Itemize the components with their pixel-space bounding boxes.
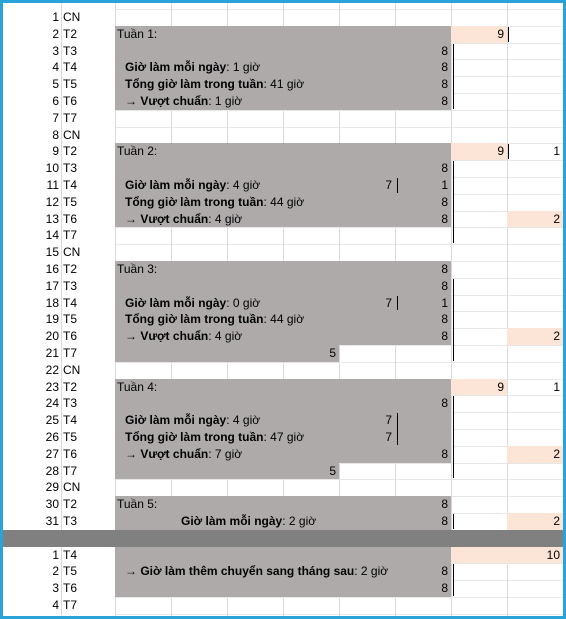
day-label[interactable]: T3 — [63, 396, 78, 411]
row-number[interactable]: 2 — [52, 26, 59, 41]
grid-line-horizontal — [115, 244, 563, 245]
daily-hours-label: Giờ làm mỗi ngày — [125, 413, 227, 428]
row-number[interactable]: 25 — [45, 413, 59, 428]
grid-line-horizontal — [115, 9, 563, 10]
cell-border-line — [453, 514, 454, 529]
day-label[interactable]: T7 — [63, 228, 78, 243]
row-number[interactable]: 10 — [45, 161, 59, 176]
cell-border-line — [564, 548, 565, 563]
daily-hours-line — [125, 59, 385, 76]
row-number[interactable]: 9 — [52, 144, 59, 159]
value-cell[interactable]: 7 — [385, 178, 392, 192]
row-number[interactable]: 18 — [45, 295, 59, 310]
day-label[interactable]: T5 — [63, 77, 78, 92]
cell-border-line — [453, 279, 454, 361]
cell-border-line — [508, 144, 509, 159]
row-number[interactable]: 22 — [45, 362, 59, 377]
grid-line-horizontal — [115, 479, 563, 480]
cell-border-line — [397, 296, 398, 311]
row-number[interactable]: 17 — [45, 278, 59, 293]
weekly-total-label: Tổng giờ làm trong tuần — [125, 312, 264, 327]
value-cell[interactable]: 8 — [441, 514, 448, 528]
day-label[interactable]: T6 — [63, 446, 78, 461]
daily-hours-label: Giờ làm mỗi ngày — [125, 178, 227, 192]
day-label[interactable]: T4 — [63, 178, 78, 192]
daily-hours-value: : 1 giờ — [226, 60, 261, 75]
row-number[interactable]: 29 — [45, 480, 59, 495]
value-cell[interactable]: 8 — [441, 211, 448, 226]
overtime-value: : 7 giờ — [208, 446, 243, 461]
weekly-total-label: Tổng giờ làm trong tuần — [125, 194, 264, 209]
day-label[interactable]: T4 — [63, 547, 78, 562]
value-cell[interactable]: 2 — [553, 211, 560, 226]
day-label[interactable]: T6 — [63, 94, 78, 108]
row-number[interactable]: 27 — [45, 446, 59, 461]
value-cell[interactable]: 5 — [329, 346, 336, 360]
day-label[interactable]: T5 — [63, 194, 78, 209]
value-cell[interactable]: 8 — [441, 161, 448, 176]
row-number[interactable]: 4 — [52, 60, 59, 75]
grid-line-horizontal — [115, 362, 563, 363]
daily-hours-value: : 4 giờ — [226, 178, 261, 192]
cell-border-line — [453, 161, 454, 243]
value-cell[interactable]: 1 — [553, 379, 560, 394]
row-number[interactable]: 19 — [45, 312, 59, 327]
day-label[interactable]: T7 — [63, 110, 78, 125]
week-title: Tuần 3: — [117, 262, 158, 276]
value-cell[interactable]: 8 — [441, 194, 448, 209]
value-cell[interactable]: 8 — [441, 329, 448, 344]
row-number[interactable]: 20 — [45, 329, 59, 344]
weekly-total-label: Tổng giờ làm trong tuần — [125, 430, 264, 444]
weekly-total-line — [125, 76, 425, 93]
day-label[interactable]: T2 — [63, 26, 78, 41]
row-number[interactable]: 31 — [45, 514, 59, 528]
overtime-line — [125, 93, 385, 110]
row-number[interactable]: 16 — [45, 262, 59, 276]
overtime-label: → Vượt chuẩn — [125, 211, 209, 226]
cell-border-line — [397, 178, 398, 193]
day-label[interactable]: CN — [63, 245, 81, 260]
daily-hours-label: Giờ làm mỗi ngày — [125, 60, 227, 75]
row-number[interactable]: 1 — [52, 10, 59, 24]
day-label[interactable]: T2 — [63, 262, 78, 276]
value-cell[interactable]: 1 — [441, 295, 448, 310]
week-title: Tuần 1: — [117, 26, 158, 41]
daily-hours-value: : 0 giờ — [226, 295, 261, 310]
overtime-line — [125, 446, 385, 463]
value-cell[interactable]: 8 — [441, 278, 448, 293]
row-number[interactable]: 1 — [52, 547, 59, 562]
row-number[interactable]: 26 — [45, 430, 59, 444]
value-cell[interactable]: 7 — [385, 430, 392, 444]
weekly-total-label: Tổng giờ làm trong tuần — [125, 77, 264, 92]
day-label[interactable]: T5 — [63, 430, 78, 444]
value-cell[interactable]: 8 — [441, 262, 448, 276]
value-cell[interactable]: 10 — [546, 547, 560, 562]
value-cell[interactable]: 9 — [497, 379, 504, 394]
day-label[interactable]: T3 — [63, 161, 78, 176]
row-number[interactable]: 3 — [52, 43, 59, 58]
grid-line-horizontal — [115, 127, 563, 128]
grid-line-horizontal — [115, 227, 563, 228]
value-cell[interactable]: 8 — [441, 43, 448, 58]
day-label[interactable]: T3 — [63, 278, 78, 293]
day-label[interactable]: CN — [63, 127, 81, 142]
value-cell[interactable]: 7 — [385, 413, 392, 428]
row-number[interactable]: 8 — [52, 127, 59, 142]
cell-border-line — [453, 44, 454, 109]
day-label[interactable]: T4 — [63, 413, 78, 428]
highlight-cell[interactable] — [451, 547, 507, 564]
day-label[interactable]: CN — [63, 362, 81, 377]
day-label[interactable]: T6 — [63, 211, 78, 226]
weekly-total-value: : 44 giờ — [263, 194, 305, 209]
value-cell[interactable]: 8 — [441, 60, 448, 75]
row-number[interactable]: 15 — [45, 245, 59, 260]
weekly-total-value: : 41 giờ — [263, 77, 305, 92]
daily-hours-label: Giờ làm mỗi ngày — [125, 295, 227, 310]
value-cell[interactable]: 1 — [441, 178, 448, 192]
grid-line-horizontal — [115, 614, 563, 615]
week-title: Tuần 2: — [117, 144, 158, 159]
overtime-label: → Vượt chuẩn — [125, 329, 209, 344]
value-cell[interactable]: 8 — [441, 312, 448, 327]
day-label[interactable]: T5 — [63, 312, 78, 327]
week-title: Tuần 5: — [117, 497, 158, 512]
weekly-total-value: : 44 giờ — [263, 312, 305, 327]
day-label[interactable]: T2 — [63, 144, 78, 159]
row-number[interactable]: 7 — [52, 110, 59, 125]
day-label[interactable]: CN — [63, 10, 81, 24]
value-cell[interactable]: 8 — [441, 564, 448, 579]
overtime-line — [125, 328, 385, 345]
value-cell[interactable]: 5 — [329, 463, 336, 478]
day-label[interactable]: T4 — [63, 60, 78, 75]
row-number[interactable]: 23 — [45, 379, 59, 394]
day-label[interactable]: T7 — [63, 598, 78, 612]
row-number[interactable]: 28 — [45, 463, 59, 478]
carry-over-value: : 2 giờ — [354, 564, 389, 579]
daily-hours-label: Giờ làm mỗi ngày — [181, 514, 283, 528]
day-label[interactable]: CN — [63, 480, 81, 495]
row-number[interactable]: 4 — [52, 598, 59, 612]
row-number[interactable]: 13 — [45, 211, 59, 226]
cell-border-line — [397, 413, 398, 445]
value-cell[interactable]: 8 — [441, 396, 448, 411]
worksheet — [3, 3, 563, 616]
day-label[interactable]: T6 — [63, 581, 78, 596]
cell-border-line — [453, 396, 454, 478]
daily-hours-line — [181, 513, 381, 530]
day-label[interactable]: T7 — [63, 346, 78, 360]
value-cell[interactable]: 8 — [441, 77, 448, 92]
grid-line-horizontal — [115, 597, 563, 598]
value-cell[interactable]: 2 — [553, 329, 560, 344]
value-cell[interactable]: 8 — [441, 581, 448, 596]
cell-border-line — [453, 564, 454, 596]
day-label[interactable]: T5 — [63, 564, 78, 579]
value-cell[interactable]: 8 — [441, 446, 448, 461]
day-label[interactable]: T4 — [63, 295, 78, 310]
value-cell[interactable]: 8 — [441, 497, 448, 512]
row-number[interactable]: 12 — [45, 194, 59, 209]
week-title: Tuần 4: — [117, 379, 158, 394]
overtime-label: → Vượt chuẩn — [125, 446, 209, 461]
row-number[interactable]: 11 — [46, 178, 59, 192]
overtime-value: : 1 giờ — [208, 94, 243, 108]
row-number[interactable]: 14 — [45, 228, 59, 243]
overtime-label: → Vượt chuẩn — [125, 94, 209, 108]
row-number[interactable]: 6 — [52, 94, 59, 108]
overtime-value: : 4 giờ — [208, 211, 243, 226]
value-cell[interactable]: 8 — [441, 94, 448, 108]
daily-hours-value: : 2 giờ — [282, 514, 317, 528]
cell-border-line — [508, 27, 509, 42]
value-cell[interactable]: 1 — [553, 144, 560, 159]
value-cell[interactable]: 9 — [497, 144, 504, 159]
row-number[interactable]: 24 — [45, 396, 59, 411]
row-number[interactable]: 3 — [52, 581, 59, 596]
grid-line-vertical — [451, 3, 452, 616]
row-number[interactable]: 2 — [52, 564, 59, 579]
day-label[interactable]: T3 — [63, 514, 78, 528]
month-separator — [3, 530, 563, 547]
overtime-line — [125, 211, 385, 228]
day-label[interactable]: T2 — [63, 379, 78, 394]
day-label[interactable]: T3 — [63, 43, 78, 58]
day-label[interactable]: T2 — [63, 497, 78, 512]
daily-hours-value: : 4 giờ — [226, 413, 261, 428]
value-cell[interactable]: 7 — [385, 295, 392, 310]
weekly-total-line — [125, 311, 425, 328]
weekly-total-line — [125, 194, 425, 211]
weekly-total-value: : 47 giờ — [263, 430, 305, 444]
day-label[interactable]: T6 — [63, 329, 78, 344]
row-number[interactable]: 21 — [45, 346, 59, 360]
value-cell[interactable]: 2 — [553, 514, 560, 528]
value-cell[interactable]: 2 — [553, 446, 560, 461]
overtime-value: : 4 giờ — [208, 329, 243, 344]
row-number[interactable]: 5 — [52, 77, 59, 92]
carry-over-label: → Giờ làm thêm chuyển sang tháng sau — [125, 564, 355, 579]
value-cell[interactable]: 9 — [497, 26, 504, 41]
row-number[interactable]: 30 — [45, 497, 59, 512]
day-label[interactable]: T7 — [63, 463, 78, 478]
